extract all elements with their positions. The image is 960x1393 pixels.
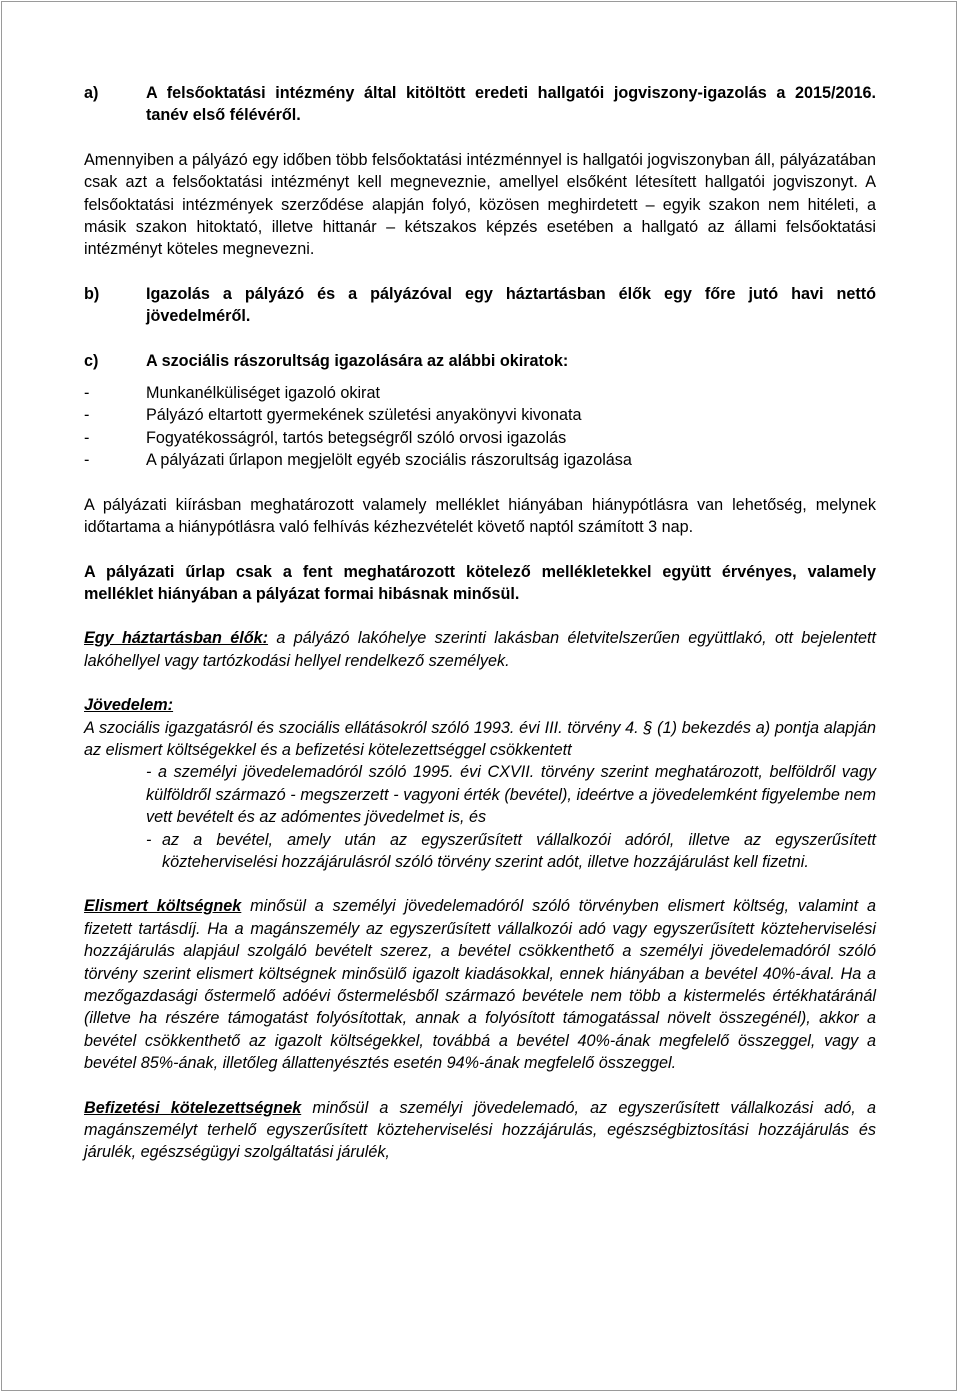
- list-item: [84, 427, 876, 449]
- section-b-label: b): [84, 284, 100, 303]
- paragraph-multiple-institutions: Amennyiben a pályázó egy időben több felsőoktatási intézménnyel is hallgatói jogviszonyban áll, pályázatában csak azt a felsőoktatási intézményt kell megneveznie, amellyel elsőként létesített hallgatói jogviszonyt. A felsőoktatási intézmények szerződése alapján folyó, közösen meghirdetett – egyik szakon nem hitéleti, a másik szakon hitoktató, illetve hittanár – kétszakos képzés esetében a hallgató az állami felsőoktatási intézményt köteles megnevezni.: [84, 150, 876, 259]
- section-a-heading: [84, 82, 876, 127]
- definition-income-text: A szociális igazgatásról és szociális ellátásokról szóló 1993. évi III. törvény 4. § (1) bekezdés a) pontja alapján az elismert költségekkel és a befizetési kötelezettséggel csökkentett: [84, 718, 876, 759]
- definition-obligation: [84, 1097, 876, 1164]
- list-item-text: Munkanélküliséget igazoló okirat: [146, 384, 380, 403]
- list-item-text: Fogyatékosságról, tartós betegségről szóló orvosi igazolás: [146, 428, 567, 447]
- income-subitem-text: az a bevétel, amely után az egyszerűsített vállalkozói adóról, illetve az egyszerűsített közteherviselési hozzájárulásról szóló törvény szerint adót, illetve hozzájárulást kell fizetni.: [162, 830, 876, 871]
- definition-costs: [84, 895, 876, 1074]
- definition-costs-text: minősül a személyi jövedelemadóról szóló törvényben elismert költség, valamint a fizetett tartásdíj. Ha a magánszemély az egyszerűsített vállalkozói adó vagy egyszerűsített közteherviselési hozzájárulás alapjául szolgáló bevételt szerez, a bevétel csökkenthető a személyi jövedelemadóról szóló törvény szerint elismert költségnek minősülő igazolt kiadásokkal, ennek hiányában a bevétel 40%-ával. Ha a mezőgazdasági őstermelő adóévi őstermelésből származó bevétele nem több a kistermelés értékhatáránál (illetve ha részére támogatást folyósítottak, annak a folyósított támogatással növelt összegénél), akkor a bevétel csökkenthető az igazolt költségekkel, továbbá a bevétel 40%-ának megfelelő összeggel, vagy a bevétel 85%-ának, illetőleg állattenyésztés esetén 94%-ának megfelelő összeggel.: [84, 897, 876, 1073]
- definition-household-term: Egy háztartásban élők:: [84, 629, 269, 648]
- list-dash: -: [84, 384, 90, 403]
- list-dash: -: [146, 830, 152, 849]
- section-c-label: c): [84, 351, 99, 370]
- section-c-heading: [84, 350, 876, 372]
- definition-obligation-text: minősül a személyi jövedelemadó, az egyszerűsített vállalkozási adó, a magánszemélyt terhelő egyszerűsített közteherviselési hozzájárulás, egészségbiztosítási hozzájárulás és járulék, egészségügyi szolgáltatási járulék,: [84, 1098, 876, 1162]
- definition-household-text: a pályázó lakóhelye szerinti lakásban életvitelszerűen együttlakó, ott bejelentett lakóhellyel vagy tartózkodási hellyel rendelkező személyek.: [84, 629, 876, 670]
- list-item: [84, 449, 876, 471]
- income-subitem: [146, 829, 876, 874]
- section-a-title: A felsőoktatási intézmény által kitöltött eredeti hallgatói jogviszony-igazolás a 2015/2016. tanév első félévéről.: [146, 84, 876, 125]
- list-dash: -: [84, 406, 90, 425]
- document-body: [84, 82, 876, 1164]
- section-c-title: A szociális rászorultság igazolására az alábbi okiratok:: [146, 351, 569, 370]
- definition-costs-term: Elismert költségnek: [84, 897, 242, 916]
- paragraph-validity: A pályázati űrlap csak a fent meghatározott kötelező mellékletekkel együtt érvényes, valamely melléklet hiányában a pályázat formai hibásnak minősül.: [84, 562, 876, 603]
- definition-household: [84, 627, 876, 672]
- section-b-heading: [84, 283, 876, 328]
- section-a-label: a): [84, 84, 99, 102]
- list-item: [84, 382, 876, 404]
- income-sublist: [146, 761, 876, 873]
- definition-income: [84, 694, 876, 873]
- document-list: [84, 382, 876, 472]
- list-item-text: A pályázati űrlapon megjelölt egyéb szociális rászorultság igazolása: [146, 451, 632, 470]
- income-subitem-text: - a személyi jövedelemadóról szóló 1995. évi CXVII. törvény szerint meghatározott, belföldről vagy külföldről származó - megszerzett - vagyoni érték (bevétel), ideértve a jövedelemként figyelembe nem vett bevételt és az adómentes jövedelmet is, és: [146, 763, 876, 827]
- section-b-title: Igazolás a pályázó és a pályázóval egy háztartásban élők egy főre jutó havi nettó jövedelméről.: [146, 284, 876, 326]
- list-item: [84, 404, 876, 426]
- list-dash: -: [84, 428, 90, 447]
- income-subitem: [146, 761, 876, 828]
- paragraph-deficiency: A pályázati kiírásban meghatározott valamely melléklet hiányában hiánypótlásra van lehetőség, melynek időtartama a hiánypótlásra való felhívás kézhezvételét követő naptól számított 3 nap.: [84, 495, 876, 537]
- list-dash: -: [84, 451, 90, 470]
- list-item-text: Pályázó eltartott gyermekének születési anyakönyvi kivonata: [146, 406, 582, 425]
- definition-income-term: Jövedelem:: [84, 696, 174, 715]
- definition-obligation-term: Befizetési kötelezettségnek: [84, 1098, 302, 1117]
